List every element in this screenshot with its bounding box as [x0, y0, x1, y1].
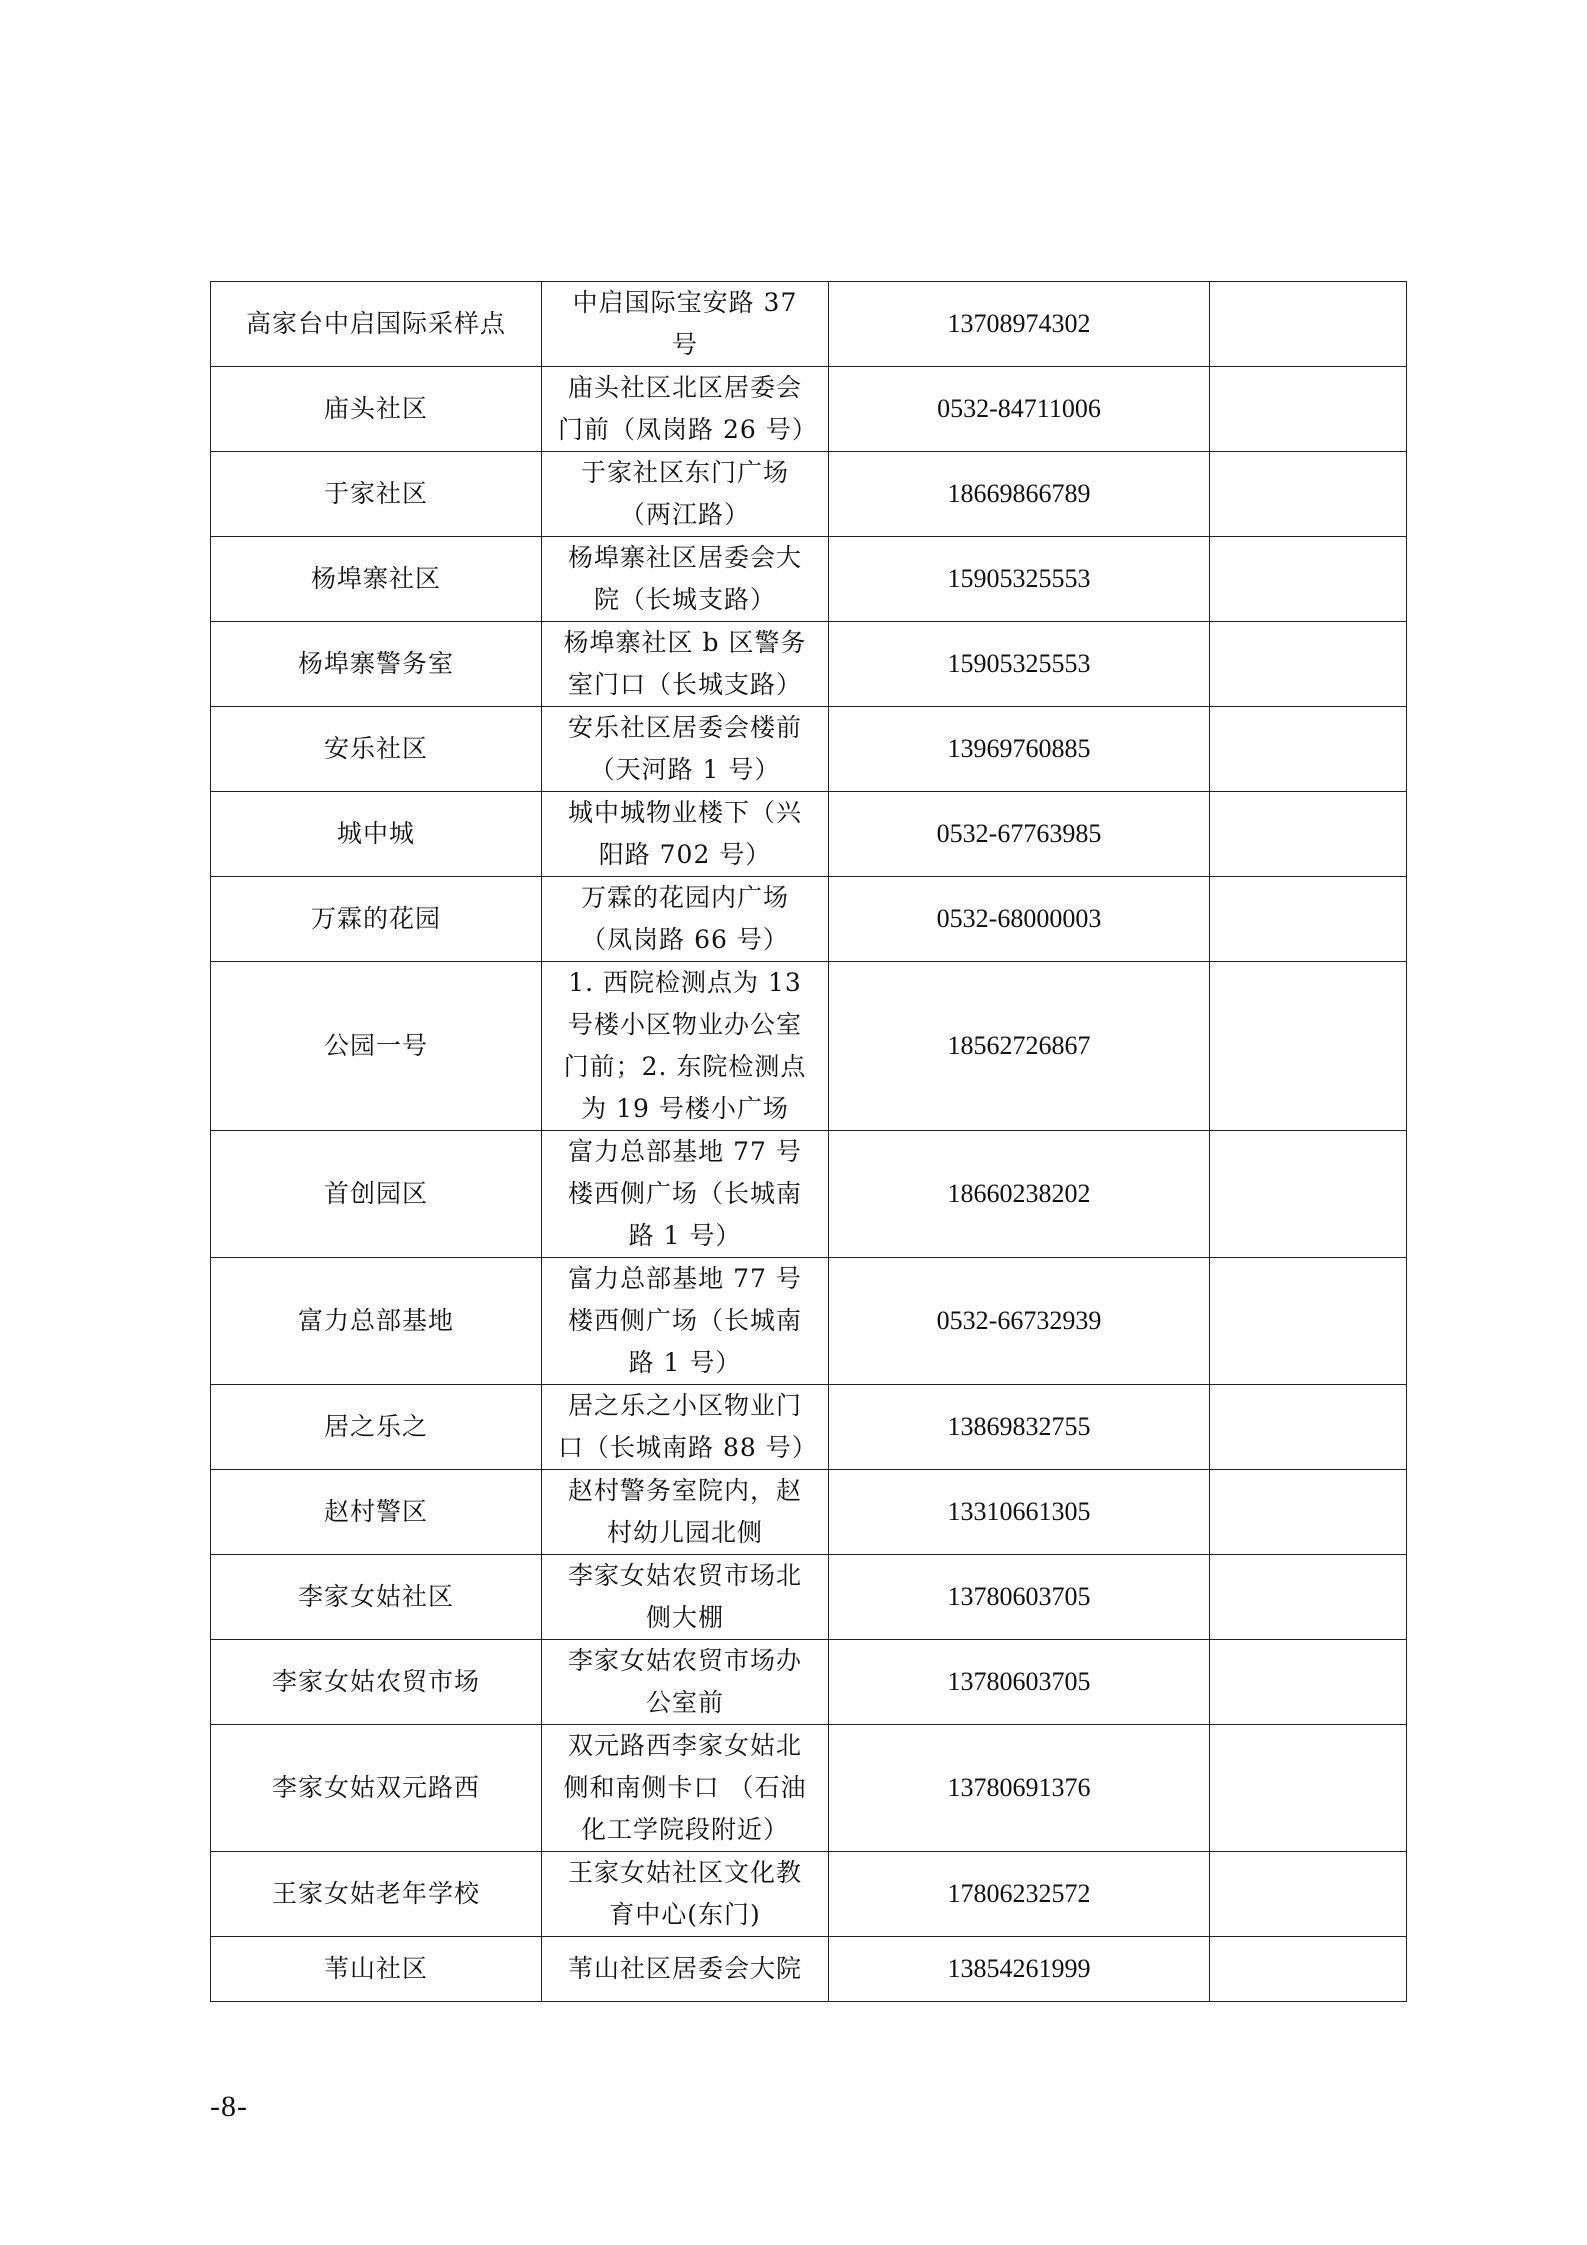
- table-row: [211, 792, 1407, 877]
- table-row: [211, 1555, 1407, 1640]
- site-extra-cell: [1210, 1640, 1407, 1725]
- site-extra-cell: [1210, 1258, 1407, 1385]
- table-row: [211, 452, 1407, 537]
- site-name-cell: 城中城: [211, 792, 542, 877]
- site-extra-cell: [1210, 1725, 1407, 1852]
- site-address-cell: 富力总部基地 77 号楼西侧广场（长城南路 1 号）: [542, 1258, 829, 1385]
- site-phone-cell: 13969760885: [829, 707, 1210, 792]
- site-extra-cell: [1210, 1385, 1407, 1470]
- table-row: [211, 1640, 1407, 1725]
- site-phone-cell: 18660238202: [829, 1131, 1210, 1258]
- site-name-cell: 王家女姑老年学校: [211, 1852, 542, 1937]
- testing-sites-table: [210, 281, 1407, 2002]
- table-row: [211, 282, 1407, 367]
- site-phone-cell: 13780691376: [829, 1725, 1210, 1852]
- site-extra-cell: [1210, 962, 1407, 1131]
- site-extra-cell: [1210, 622, 1407, 707]
- site-address-cell: 杨埠寨社区居委会大院（长城支路）: [542, 537, 829, 622]
- site-phone-cell: 0532-84711006: [829, 367, 1210, 452]
- table-row: [211, 1937, 1407, 2002]
- site-name-cell: 杨埠寨社区: [211, 537, 542, 622]
- site-phone-cell: 0532-68000003: [829, 877, 1210, 962]
- site-name-cell: 庙头社区: [211, 367, 542, 452]
- site-phone-cell: 13780603705: [829, 1640, 1210, 1725]
- site-extra-cell: [1210, 282, 1407, 367]
- site-address-cell: 杨埠寨社区 b 区警务室门口（长城支路）: [542, 622, 829, 707]
- site-address-cell: 富力总部基地 77 号楼西侧广场（长城南路 1 号）: [542, 1131, 829, 1258]
- table-row: [211, 1470, 1407, 1555]
- site-name-cell: 李家女姑社区: [211, 1555, 542, 1640]
- page-number: -8-: [210, 2090, 248, 2123]
- table-row: [211, 1725, 1407, 1852]
- site-extra-cell: [1210, 452, 1407, 537]
- site-address-cell: 庙头社区北区居委会门前（凤岗路 26 号）: [542, 367, 829, 452]
- site-phone-cell: 18562726867: [829, 962, 1210, 1131]
- site-phone-cell: 0532-66732939: [829, 1258, 1210, 1385]
- table-row: [211, 1385, 1407, 1470]
- table-row: [211, 1852, 1407, 1937]
- site-phone-cell: 13780603705: [829, 1555, 1210, 1640]
- site-address-cell: 中启国际宝安路 37 号: [542, 282, 829, 367]
- site-phone-cell: 13310661305: [829, 1470, 1210, 1555]
- site-name-cell: 李家女姑双元路西: [211, 1725, 542, 1852]
- site-extra-cell: [1210, 1131, 1407, 1258]
- site-phone-cell: 15905325553: [829, 622, 1210, 707]
- table-row: [211, 962, 1407, 1131]
- site-name-cell: 李家女姑农贸市场: [211, 1640, 542, 1725]
- site-phone-cell: 15905325553: [829, 537, 1210, 622]
- site-address-cell: 苇山社区居委会大院: [542, 1937, 829, 2002]
- site-extra-cell: [1210, 367, 1407, 452]
- site-address-cell: 于家社区东门广场（两江路）: [542, 452, 829, 537]
- table-row: [211, 537, 1407, 622]
- site-address-cell: 双元路西李家女姑北侧和南侧卡口 （石油化工学院段附近）: [542, 1725, 829, 1852]
- table-row: [211, 877, 1407, 962]
- table-row: [211, 707, 1407, 792]
- site-name-cell: 赵村警区: [211, 1470, 542, 1555]
- site-name-cell: 首创园区: [211, 1131, 542, 1258]
- site-phone-cell: 13854261999: [829, 1937, 1210, 2002]
- site-extra-cell: [1210, 1555, 1407, 1640]
- site-extra-cell: [1210, 1470, 1407, 1555]
- table-row: [211, 367, 1407, 452]
- site-address-cell: 居之乐之小区物业门口（长城南路 88 号）: [542, 1385, 829, 1470]
- site-name-cell: 富力总部基地: [211, 1258, 542, 1385]
- site-name-cell: 于家社区: [211, 452, 542, 537]
- table-row: [211, 1131, 1407, 1258]
- site-extra-cell: [1210, 1852, 1407, 1937]
- site-address-cell: 城中城物业楼下（兴阳路 702 号）: [542, 792, 829, 877]
- site-address-cell: 李家女姑农贸市场办公室前: [542, 1640, 829, 1725]
- site-address-cell: 赵村警务室院内，赵村幼儿园北侧: [542, 1470, 829, 1555]
- site-phone-cell: 13869832755: [829, 1385, 1210, 1470]
- site-name-cell: 杨埠寨警务室: [211, 622, 542, 707]
- site-extra-cell: [1210, 707, 1407, 792]
- site-address-cell: 1. 西院检测点为 13 号楼小区物业办公室门前；2. 东院检测点为 19 号楼小广场: [542, 962, 829, 1131]
- site-name-cell: 万霖的花园: [211, 877, 542, 962]
- site-extra-cell: [1210, 1937, 1407, 2002]
- site-extra-cell: [1210, 537, 1407, 622]
- site-name-cell: 公园一号: [211, 962, 542, 1131]
- site-extra-cell: [1210, 792, 1407, 877]
- table-row: [211, 622, 1407, 707]
- table-row: [211, 1258, 1407, 1385]
- site-name-cell: 居之乐之: [211, 1385, 542, 1470]
- site-phone-cell: 0532-67763985: [829, 792, 1210, 877]
- site-address-cell: 万霖的花园内广场（凤岗路 66 号）: [542, 877, 829, 962]
- site-phone-cell: 17806232572: [829, 1852, 1210, 1937]
- site-name-cell: 安乐社区: [211, 707, 542, 792]
- site-name-cell: 高家台中启国际采样点: [211, 282, 542, 367]
- site-name-cell: 苇山社区: [211, 1937, 542, 2002]
- site-address-cell: 李家女姑农贸市场北侧大棚: [542, 1555, 829, 1640]
- site-phone-cell: 13708974302: [829, 282, 1210, 367]
- site-phone-cell: 18669866789: [829, 452, 1210, 537]
- site-extra-cell: [1210, 877, 1407, 962]
- site-address-cell: 王家女姑社区文化教育中心(东门): [542, 1852, 829, 1937]
- site-address-cell: 安乐社区居委会楼前（天河路 1 号）: [542, 707, 829, 792]
